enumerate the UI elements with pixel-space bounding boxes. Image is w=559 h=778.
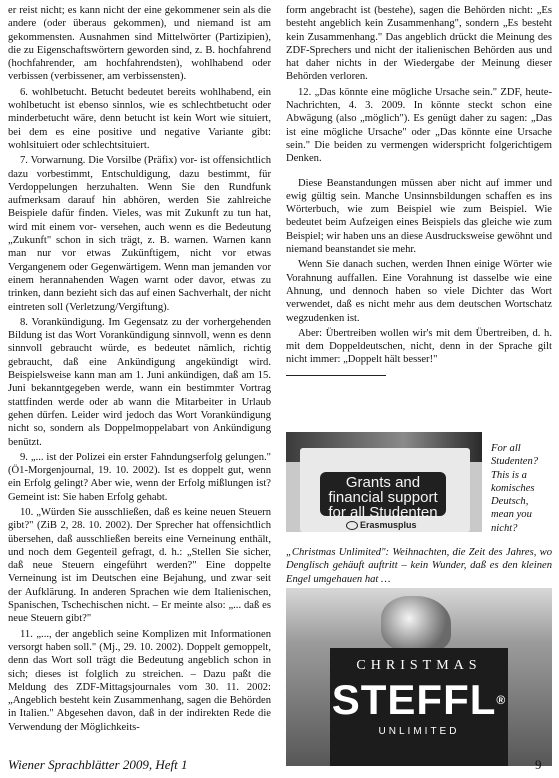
section-gap [286, 168, 552, 177]
paragraph: 7. Vorwarnung. Die Vorsilbe (Präfix) vor- ist offensichtlich dazu vorbestimmt, Entschuldigung, dazu bestimmt, für Verdoppelungen herzuhalten. Wenn Sie den Rundfunk aufmerksam darauf hin abhören, werden Sie zahlreiche Beispiele dafür finden. Vieles, was mit Zukunft zu tun hat, wird mit einem vor- versehen, auch wenn es die Bedeutung „Zukunft" schon in sich trägt, z. B. warnen. Warnen kann man nur vor etwas Zukünftigem, nicht vor etwas Vergangenem oder Gegenwärtigem. Wenn man jemanden vor einem herannahenden Wagen warnt oder davor, etwas zu trinken, dann bezieht sich das auf einen Sachverhalt, der nicht eintreten soll (Verletzung/Vergiftung). [8, 155, 271, 313]
paragraph: 8. Vorankündigung. Im Gegensatz zu der vorhergehenden Bildung ist das Wort Vorankündigung sinnvoll, wenn es denn sinnvoll gebraucht würde, es bedeutet nämlich, richtig gebraucht, daß eine Ankündigung angekündigt wird. Beispielsweise kann man am 1. Juni ankündigen, daß am 15. Juni bekanntgegeben werde, wann ein bestimmter Vortrag stattfinden werde oder ab wann die Mitarbeiter in Urlaub gehen dürfen. Leider wird jedoch das Wort Vorankündigung nicht so, sondern als Doppelmoppelabart von Ankündigung benützt. [8, 316, 271, 448]
page-number: 9 [535, 757, 542, 772]
paragraph: Aber: Übertreiben wollen wir's mit dem Übertreiben, d. h. mit dem Doppeldeutschen, nicht, denn in der Sprache gilt nicht immer: „Doppelt hält besser!" [286, 327, 552, 366]
sign-line-3: for all Studenten [328, 504, 438, 521]
shop-sign [330, 648, 508, 766]
section-divider [286, 375, 386, 376]
paragraph: Diese Beanstandungen müssen aber nicht auf immer und ewig gültig sein. Manche Unsinnsbildungen schaffen es ins Wörterbuch, wie zum Beispiel wie zum Beispiel. Wie bedeutet beim Aufzeigen eines Beispiels das gleiche wie zum Beispiel; wir haben uns an diese Ausdrucksweise gewöhnt und niemand beanstandet sie mehr. [286, 177, 552, 256]
christmas-photo [286, 588, 552, 766]
paragraph: form angebracht ist (bestehe), sagen die Behörden nicht: „Es besteht angeblich kein Zusammenhang", sondern „Es besteht kein Zusammenhang." Das angeblich drückt die Meinung des ZDF-Sprechers und nicht der italienischen Behörden aus und hat daher nichts in der Wiedergabe der Meinung dieser Behörden verloren. [286, 5, 552, 83]
sign-top-text: CHRISTMAS [356, 658, 482, 673]
sign-brand: STEFFL [331, 676, 497, 723]
registered-mark: ® [496, 693, 507, 707]
paragraph: 6. wohlbetucht. Betucht bedeutet bereits wohlhabend, ein wohlbetucht ist ebenso sinnlos, wie es schlechtbetucht oder minderbetucht wäre, denn betucht ist kein Wort wie situiert, bei dem es eine positive und negative Variante gibt: wohlsituiert oder schlechtsituiert. [8, 86, 271, 151]
sign-main-text [330, 678, 508, 722]
erasmus-logo [346, 520, 417, 530]
poster-sign [320, 472, 446, 521]
paragraph: Wenn Sie danach suchen, werden Ihnen einige Wörter wie Vorahnung auffallen. Eine Vorahnung ist dasselbe wie eine Ahnung, und dennoch haben so viele Dichter das Wort verwendet, daß es nicht mehr aus dem deutschen Wortschatz wegzudenken ist. [286, 259, 552, 324]
paragraph: er reist nicht; es kann nicht der eine gekommener sein als die andere (oder überaus gekommen), und niemand ist am gekommensten. Ausnahmen sind Mittelwörter (Partizipien), die zu Eigenschaftswörtern geworden sind, z. B. hochfahrend (hochfahrender, am hochfahrendsten), wohlhabend oder verbissen (verbissener, am verbissensten). [8, 5, 271, 83]
sign-bottom-text: UNLIMITED [378, 726, 460, 737]
paragraph: 9. „... ist der Polizei ein erster Fahndungserfolg gelungen." (Ö1-Morgenjournal, 19. 10. 2002). Ist es doppelt gut, wenn ein Erfolg gelingt? Aber wie, wenn der Erfolg mißlungen ist? Gemeint ist: Sie haben Erfolg gehabt. [8, 451, 271, 503]
photo-caption-1: For all Studenten? This is a komisches Deutsch, mean you nicht? [491, 443, 539, 534]
paragraph: 10. „Würden Sie ausschließen, daß es keine neuen Steuern gibt?" (ZiB 2, 28. 10. 2002). Der Sprecher hat offensichtlich übersehen, daß ausschließen bereits eine Verneinung enthält, und noch dem Gegenteil gefragt, d. h.: „Stellen Sie sicher, daß neue Steuern eingeführt werden?" Eine doppelte Verneinung ist im Deutschen eine Bejahung, und zwar seit der Aufklärung. In anderen Sprachen wie dem Italienischen, Spanischen, Tschechischen nicht. – Er meinte also: „... daß es neue Steuern gibt?" [8, 506, 271, 625]
sign-line-1: Grants and [345, 474, 421, 491]
right-column-bottom [286, 177, 552, 367]
right-column [286, 4, 552, 376]
paragraph: 11. „..., der angeblich seine Komplizen mit Informationen versorgt haben soll." (Mj., 29. 10. 2002). Doppelt gemoppelt, denn das Wort soll trägt die Bedeutung angeblich schon in sich; dieses ist folglich zu streichen. – Dazu paßt die Meldung des ZDF-Mittagsjournales vom 30. 11. 2002: „Angeblich besteht kein Zusammenhang, sagen die Behörden in Italien." Abgesehen davon, daß in der indirekten Rede die Verwendung der Möglichkeits- [8, 628, 271, 733]
erasmus-photo [286, 432, 482, 532]
paragraph: 12. „Das könnte eine mögliche Ursache sein." ZDF, heute-Nachrichten, 4. 3. 2009. In könnte steckt schon eine Abwägung (also „möglich"). Es genügt daher zu sagen: „Das ist eine mögliche Ursache" oder „Das könnte eine Ursache sein." Die beiden zu vermengen widerspricht folgerichtigem Denken. [286, 86, 552, 165]
sign-line-2: financial support [328, 489, 438, 506]
left-column [8, 4, 271, 736]
right-column-top [286, 4, 552, 166]
angel-figure [381, 596, 451, 652]
logo-mark-icon [346, 521, 358, 530]
photo-caption-2: „Christmas Unlimited": Weihnachten, die Zeit des Jahres, wo Denglisch gehäuft auftritt – kein Wunder, daß es den kleinen Engel umgehauen hat … [286, 547, 552, 585]
journal-footer: Wiener Sprachblätter 2009, Heft 1 [8, 757, 188, 772]
logo-text: Erasmusplus [360, 520, 417, 530]
